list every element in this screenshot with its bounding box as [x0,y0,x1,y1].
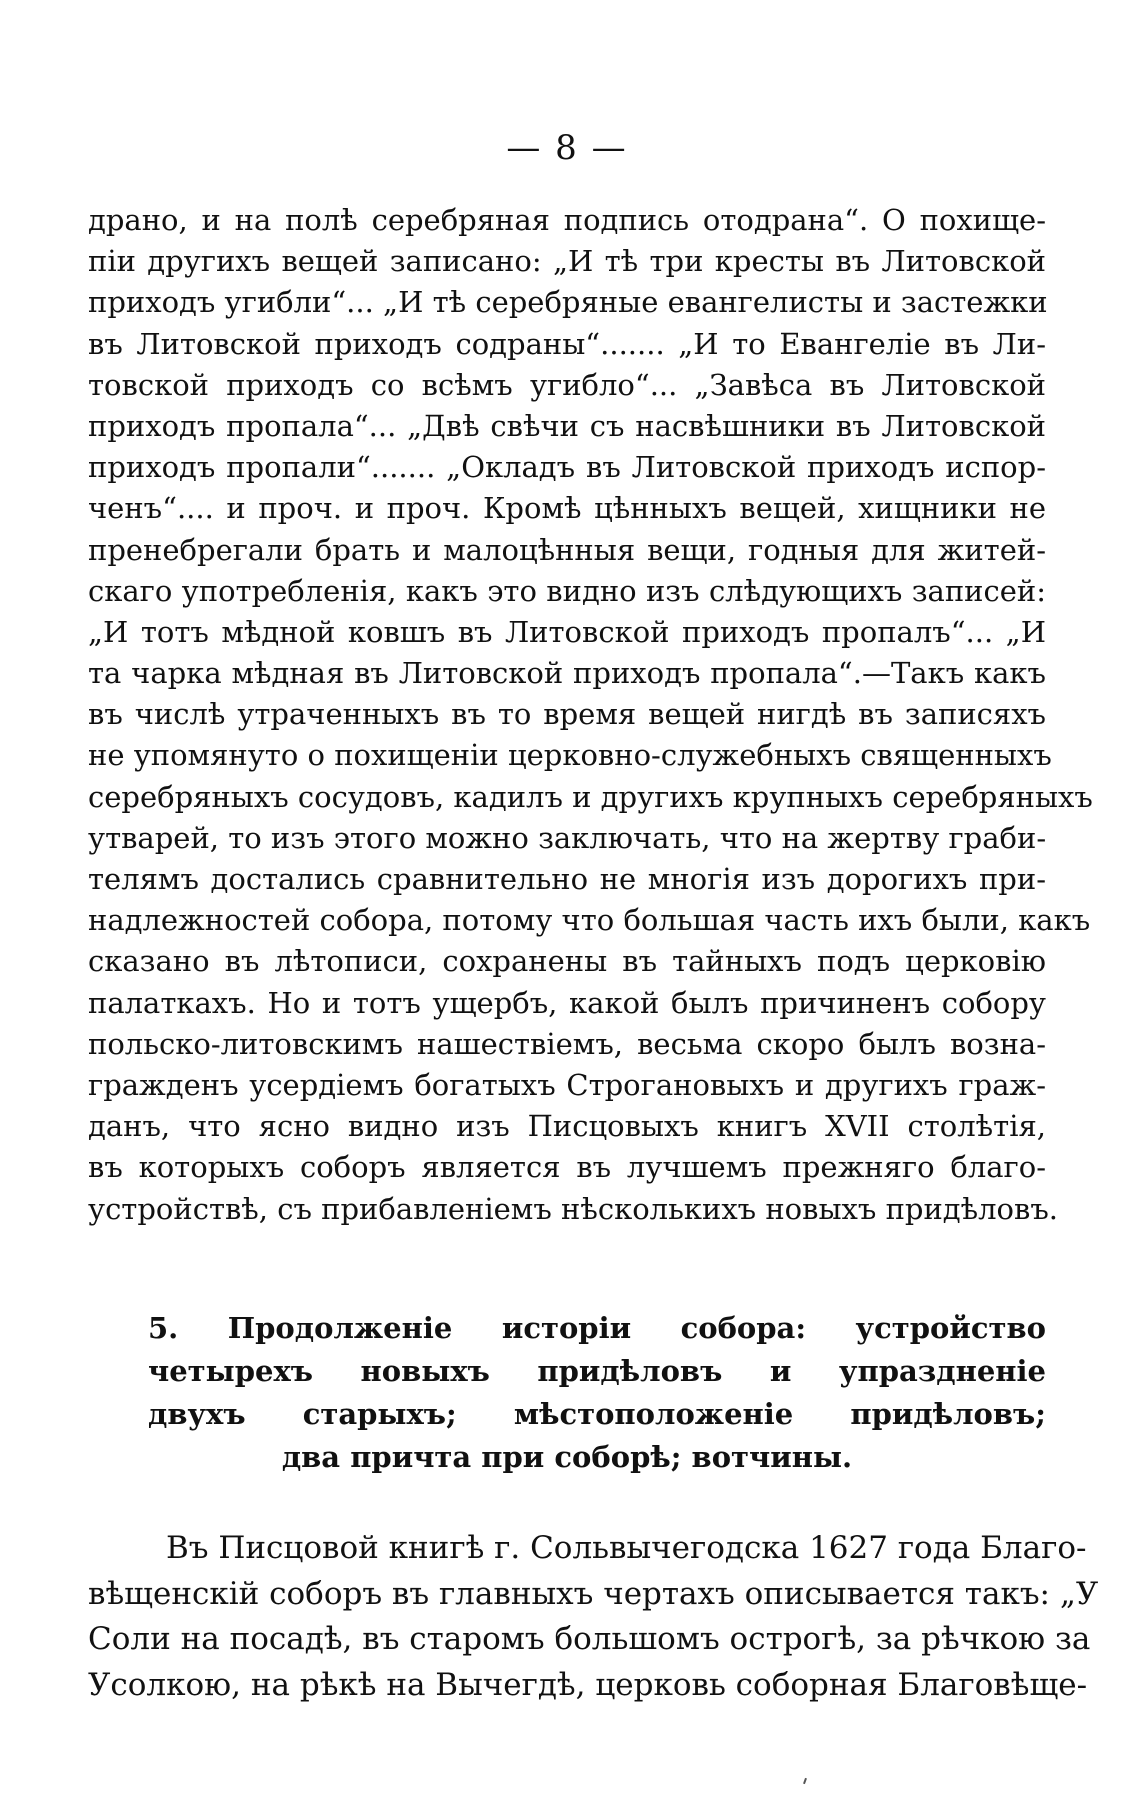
text-line: Усолкою, на рѣкѣ на Вычегдѣ, церковь соборная Благовѣще- [88,1666,1088,1703]
heading-line: двухъ старыхъ; мѣстоположеніе придѣловъ; [148,1397,1046,1431]
text-line: въ которыхъ соборъ является въ лучшемъ прежняго благо- [88,1150,1046,1185]
text-line: приходъ пропала“... „Двѣ свѣчи съ насвѣшники въ Литовской [88,408,1046,443]
text-line: ченъ“.... и проч. и проч. Кромѣ цѣнныхъ вещей, хищники не [88,491,1046,526]
text-line: надлежностей собора, потому что большая часть ихъ были, какъ [88,903,1091,938]
text-line: въ Литовской приходъ содраны“....... „И то Евангеліе въ Ли- [88,326,1046,361]
text-line: польско-литовскимъ нашествіемъ, весьма скоро былъ возна- [88,1026,1046,1061]
section-heading [88,1307,1046,1479]
text-line: приходъ пропали“....... „Окладъ въ Литовской приходъ испор- [88,450,1046,485]
text-line: серебряныхъ сосудовъ, кадилъ и другихъ крупныхъ серебряныхъ [88,779,1093,814]
text-line: гражденъ усердіемъ богатыхъ Строгановыхъ и другихъ граж- [88,1067,1046,1102]
document-page [88,0,1099,1807]
text-line: утварей, то изъ этого можно заключать, что на жертву граби- [88,820,1047,855]
text-line: приходъ угибли“... „И тѣ серебряные евангелисты и застежки [88,285,1048,320]
heading-line: 5. Продолженіе исторіи собора: устройство [148,1311,1046,1345]
text-line: данъ, что ясно видно изъ Писцовыхъ книгъ XVII столѣтія, [88,1109,1046,1144]
paragraph-1 [88,200,1093,1230]
text-line: та чарка мѣдная въ Литовской приходъ пропала“.—Такъ какъ [88,656,1046,691]
text-line: піи другихъ вещей записано: „И тѣ три кресты въ Литовской [88,244,1046,279]
text-line: Соли на посадѣ, въ старомъ большомъ острогѣ, за рѣчкою за [88,1621,1091,1657]
text-line: товской приходъ со всѣмъ угибло“... „Завѣса въ Литовской [88,367,1046,402]
text-line: „И тотъ мѣдной ковшъ въ Литовской приходъ пропалъ“... „И [88,614,1046,649]
text-line: палаткахъ. Но и тотъ ущербъ, какой былъ причиненъ собору [88,985,1046,1020]
paragraph-2 [88,1526,1099,1708]
text-line: пренебрегали брать и малоцѣнныя вещи, годныя для житей- [88,532,1046,567]
page-number: — 8 — [506,128,628,168]
text-line: въ числѣ утраченныхъ въ то время вещей нигдѣ въ записяхъ [88,697,1046,732]
text-line: устройствѣ, съ прибавленіемъ нѣсколькихъ новыхъ придѣловъ. [88,1191,1059,1226]
text-line: телямъ достались сравнительно не многія изъ дорогихъ при- [88,862,1046,896]
heading-line: четырехъ новыхъ придѣловъ и упраздненіе [148,1354,1046,1388]
text-line: драно, и на полѣ серебряная подпись отодрана“. О похище- [88,203,1046,237]
heading-line: два причта при соборѣ; вотчины. [281,1440,853,1474]
text-line: не упомянуто о похищеніи церковно-служебныхъ священныхъ [88,738,1052,773]
text-line: сказано въ лѣтописи, сохранены въ тайныхъ подъ церковію [88,944,1046,979]
text-line: Въ Писцовой книгѣ г. Сольвычегодска 1627 года Благо- [166,1530,1087,1566]
text-line: вѣщенскій соборъ въ главныхъ чертахъ описывается такъ: „У [88,1575,1099,1612]
text-line: скаго употребленія, какъ это видно изъ слѣдующихъ записей: [88,573,1046,608]
